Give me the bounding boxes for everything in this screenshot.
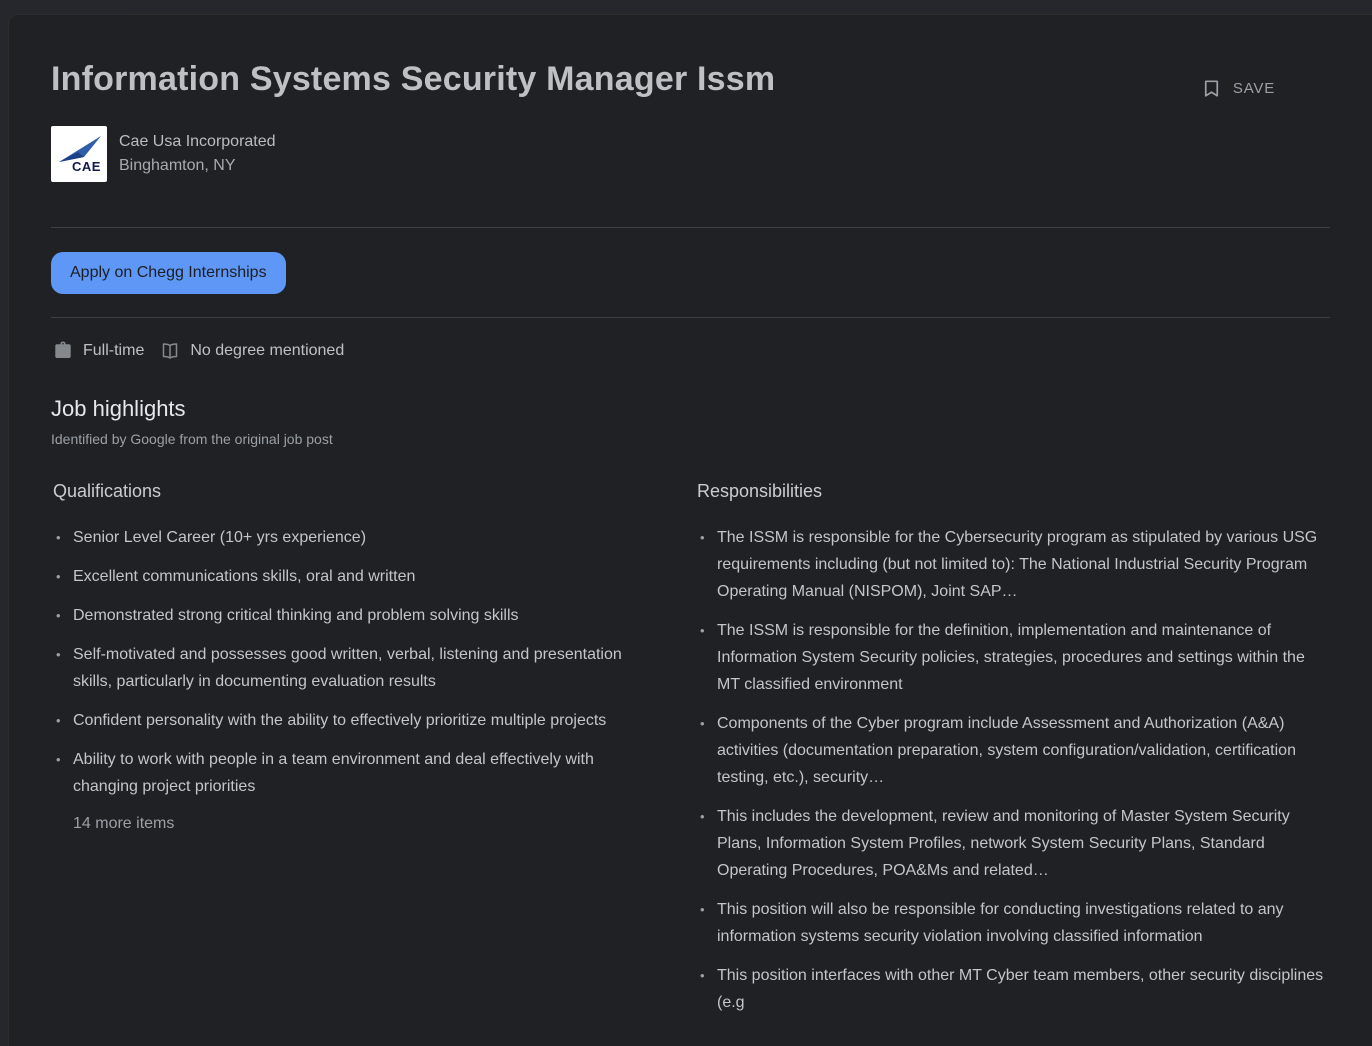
job-highlights-subtitle: Identified by Google from the original job post — [51, 431, 333, 447]
degree-requirement-label: No degree mentioned — [190, 342, 345, 359]
job-highlights-title: Job highlights — [51, 396, 186, 421]
employment-type-label: Full-time — [83, 342, 145, 359]
briefcase-icon — [51, 339, 75, 363]
list-item: • The ISSM is responsible for the Cybersecurity program as stipulated by various USG requirements including (but not limited to): The National Industrial Security Program Operating Manual (NISPOM), Joint SAP… — [695, 524, 1331, 605]
list-item: • This position will also be responsible for conducting investigations related to any information systems security violation involving classified information — [695, 896, 1331, 950]
bookmark-icon — [1200, 77, 1223, 100]
list-item: • Senior Level Career (10+ yrs experience) — [51, 524, 643, 551]
responsibilities-column — [695, 481, 1331, 1028]
list-item: • Ability to work with people in a team environment and deal effectively with changing project priorities — [51, 746, 643, 800]
list-item: • The ISSM is responsible for the definition, implementation and maintenance of Information System Security policies, strategies, procedures and settings within the MT classified environment — [695, 617, 1331, 698]
company-name: Cae Usa Incorporated — [119, 133, 276, 150]
company-info — [51, 126, 1330, 182]
cae-logo-icon — [51, 126, 107, 182]
employment-type — [51, 339, 144, 363]
qualifications-column — [51, 481, 643, 1028]
job-detail-card — [8, 14, 1372, 1046]
list-item: • This position interfaces with other MT Cyber team members, other security disciplines (e.g — [695, 962, 1331, 1016]
list-item: • Demonstrated strong critical thinking and problem solving skills — [51, 602, 643, 629]
responsibilities-heading: Responsibilities — [697, 481, 823, 501]
responsibilities-list — [695, 524, 1331, 1016]
page-title: Information Systems Security Manager Issm — [51, 60, 776, 98]
degree-book-icon — [158, 339, 182, 363]
save-button[interactable] — [1200, 77, 1275, 100]
qualifications-list — [51, 524, 643, 800]
save-button-label: SAVE — [1232, 80, 1275, 97]
divider — [51, 227, 1330, 228]
company-text-block — [119, 133, 276, 175]
more-items-link[interactable]: 14 more items — [73, 815, 175, 832]
list-item: • Excellent communications skills, oral and written — [51, 563, 643, 590]
list-item: • Confident personality with the ability to effectively prioritize multiple projects — [51, 707, 643, 734]
apply-button[interactable]: Apply on Chegg Internships — [51, 252, 286, 294]
list-item: • Components of the Cyber program include Assessment and Authorization (A&A) activities (documentation preparation, system configuration/validation, certification testing, etc.), security… — [695, 710, 1331, 791]
qualifications-heading: Qualifications — [53, 481, 162, 501]
degree-requirement — [158, 339, 344, 363]
highlights-columns — [51, 481, 1330, 1028]
list-item: • Self-motivated and possesses good written, verbal, listening and presentation skills, particularly in documenting evaluation results — [51, 641, 643, 695]
company-location: Binghamton, NY — [119, 157, 236, 174]
divider — [51, 317, 1330, 318]
company-logo — [51, 126, 107, 182]
list-item: • This includes the development, review and monitoring of Master System Security Plans, Information System Profiles, network System Security Plans, Standard Operating Procedures, POA&Ms and related… — [695, 803, 1331, 884]
job-header — [51, 59, 1330, 100]
svg-text:CAE: CAE — [72, 159, 101, 174]
job-meta-row — [51, 339, 1330, 363]
